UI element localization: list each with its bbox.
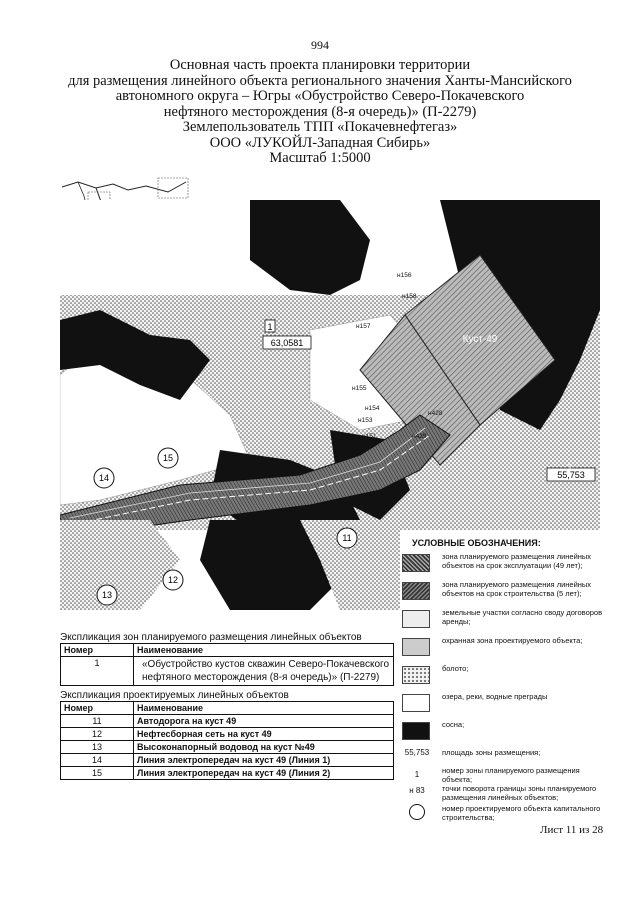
legend-swatch xyxy=(402,582,430,600)
title-line: автономного округа – Югры «Обустройство Северо-Покачевского xyxy=(115,88,525,104)
table-header: Наименование xyxy=(134,702,394,715)
objects-table-caption: Экспликация проектируемых линейных объектов xyxy=(60,690,289,701)
svg-text:н153: н153 xyxy=(358,417,373,424)
zone-number-label: 1 xyxy=(267,322,273,332)
sheet-number: Лист 11 из 28 xyxy=(540,824,604,836)
legend: УСЛОВНЫЕ ОБОЗНАЧЕНИЯ: зона планируемого размещения линейных объектов на срок эксплуатации (49 лет); зона планируемого размещения линейных объектов на срок строительства (5 лет); земельные участки согласно своду договоров аренды; охранная зона проектируемого объекта; болото; озера, реки, водные преграды сосна; 55,753 площадь зоны размещения; 1 номер зоны планируемого размещения объекта; н 83 точки поворота границы зоны планируемого размещения линейных объектов; номер проектируемого объекта капитального строительства; xyxy=(400,538,610,828)
object-number: 12 xyxy=(167,575,179,585)
svg-text:н156: н156 xyxy=(397,272,412,279)
zones-explication xyxy=(60,632,394,780)
legend-title: УСЛОВНЫЕ ОБОЗНАЧЕНИЯ: xyxy=(412,538,541,548)
title-line: Масштаб 1:5000 xyxy=(269,150,371,166)
legend-swatch xyxy=(402,666,430,684)
svg-text:н157: н157 xyxy=(356,323,371,330)
object-number: 11 xyxy=(342,533,352,543)
svg-text:н150: н150 xyxy=(335,441,350,448)
zones-table xyxy=(60,643,394,686)
map-lower-area xyxy=(60,520,400,610)
object-number: 13 xyxy=(101,590,113,600)
document-title xyxy=(0,58,640,167)
object-number: 14 xyxy=(98,473,110,483)
table-header: Номер xyxy=(61,644,134,657)
svg-text:н429: н429 xyxy=(412,433,427,440)
objects-table xyxy=(60,701,394,780)
table-row: 15 Линия электропередач на куст 49 (Линия 2) xyxy=(61,767,394,780)
zone-area-label: 63,0581 xyxy=(270,338,304,348)
svg-text:н151: н151 xyxy=(362,433,377,440)
svg-text:н155: н155 xyxy=(352,385,367,392)
title-line: Основная часть проекта планировки территории xyxy=(169,57,471,73)
legend-swatch xyxy=(402,638,430,656)
zone-area-label-right: 55,753 xyxy=(557,470,585,480)
title-line: для размещения линейного объекта регионального значения Ханты-Мансийского xyxy=(68,72,572,89)
title-line: Землепользователь ТПП «Покачевнефтегаз» xyxy=(182,119,458,135)
object-number: 15 xyxy=(162,453,174,463)
table-header: Номер xyxy=(61,702,134,715)
zones-table-caption: Экспликация зон планируемого размещения линейных объектов xyxy=(60,632,362,643)
svg-text:н158: н158 xyxy=(402,293,417,300)
planning-map xyxy=(60,200,600,530)
table-row: 12 Нефтесборная сеть на куст 49 xyxy=(61,728,394,741)
zone-number-label-right: 1 xyxy=(567,462,573,472)
title-line: ООО «ЛУКОЙЛ-Западная Сибирь» xyxy=(209,134,431,151)
legend-swatch xyxy=(402,722,430,740)
svg-text:н154: н154 xyxy=(365,405,380,412)
table-row: 13 Высоконапорный водовод на куст №49 xyxy=(61,741,394,754)
table-header: Наименование xyxy=(134,644,394,657)
object-number-circle-icon xyxy=(409,804,425,820)
legend-swatch xyxy=(402,610,430,628)
legend-swatch xyxy=(402,694,430,712)
svg-text:н428: н428 xyxy=(428,410,443,417)
legend-swatch xyxy=(402,554,430,572)
page-number: 994 xyxy=(311,38,329,52)
title-line: нефтяного месторождения (8-я очередь)» (П-2279) xyxy=(163,103,477,120)
table-row: 14 Линия электропередач на куст 49 (Линия 1) xyxy=(61,754,394,767)
table-row: 11 Автодорога на куст 49 xyxy=(61,715,394,728)
pad-label: Куст-49 xyxy=(462,334,498,345)
table-row: 1 «Обустройство кустов скважин Северо-Покачевского нефтяного месторождения (8-я очередь)» (П-2279) xyxy=(61,657,394,686)
